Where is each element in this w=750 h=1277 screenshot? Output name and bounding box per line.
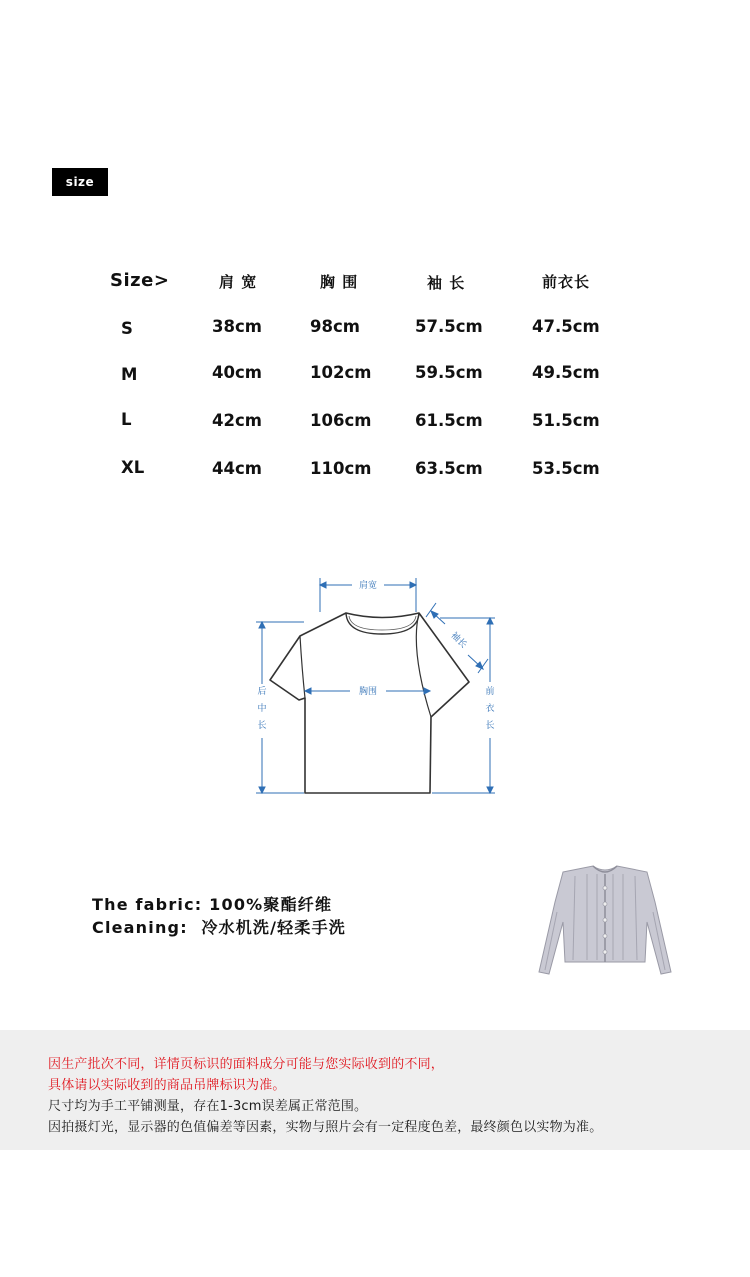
chest-label: 胸围 <box>358 687 378 697</box>
cardigan-product-image <box>535 862 675 980</box>
notice-line: 具体请以实际收到的商品吊牌标识为准。 <box>48 1078 286 1093</box>
size-label: M <box>121 365 138 384</box>
front-length-header: 前衣长 <box>542 273 591 291</box>
size-label: S <box>121 319 133 338</box>
size-section-tag: size <box>52 168 108 196</box>
table-cell: 98cm <box>310 317 360 336</box>
table-cell: 106cm <box>310 411 372 430</box>
front-length-label: 前衣长 <box>485 687 495 731</box>
table-cell: 110cm <box>310 459 372 478</box>
table-cell: 44cm <box>212 459 262 478</box>
size-label: L <box>121 410 132 429</box>
cleaning-line: Cleaning: 冷水机洗/轻柔手洗 <box>92 918 346 937</box>
table-cell: 61.5cm <box>415 411 483 430</box>
fabric-info <box>92 893 346 939</box>
fabric-line: The fabric: 100%聚酯纤维 <box>92 895 333 914</box>
table-cell: 63.5cm <box>415 459 483 478</box>
shoulder-header: 肩 宽 <box>219 273 258 291</box>
notice-line: 尺寸均为手工平铺测量，存在1-3cm误差属正常范围。 <box>48 1099 368 1114</box>
tshirt-measurement-diagram <box>240 572 510 804</box>
chest-header: 胸 围 <box>320 273 359 291</box>
sleeve-header: 袖 长 <box>427 274 466 292</box>
table-cell: 51.5cm <box>532 411 600 430</box>
table-cell: 38cm <box>212 317 262 336</box>
sleeve-label: 袖长 <box>448 630 469 651</box>
left-armhole-seam <box>300 636 305 698</box>
table-cell: 59.5cm <box>415 363 483 382</box>
table-cell: 102cm <box>310 363 372 382</box>
table-cell: 57.5cm <box>415 317 483 336</box>
notice-line: 因拍摄灯光，显示器的色值偏差等因素，实物与照片会有一定程度色差，最终颜色以实物为准。 <box>48 1120 603 1135</box>
table-cell: 53.5cm <box>532 459 600 478</box>
table-cell: 49.5cm <box>532 363 600 382</box>
collar <box>346 613 419 634</box>
shoulder-label: 肩宽 <box>358 581 378 591</box>
right-armhole-seam <box>416 613 431 717</box>
size-header: Size> <box>110 270 170 291</box>
table-cell: 42cm <box>212 411 262 430</box>
table-cell: 47.5cm <box>532 317 600 336</box>
notice-panel <box>0 1030 750 1150</box>
back-length-label: 后中长 <box>257 687 267 731</box>
size-label: XL <box>121 458 145 477</box>
size-table <box>0 0 750 520</box>
notice-line: 因生产批次不同，详情页标识的面料成分可能与您实际收到的不同， <box>48 1057 445 1072</box>
table-cell: 40cm <box>212 363 262 382</box>
